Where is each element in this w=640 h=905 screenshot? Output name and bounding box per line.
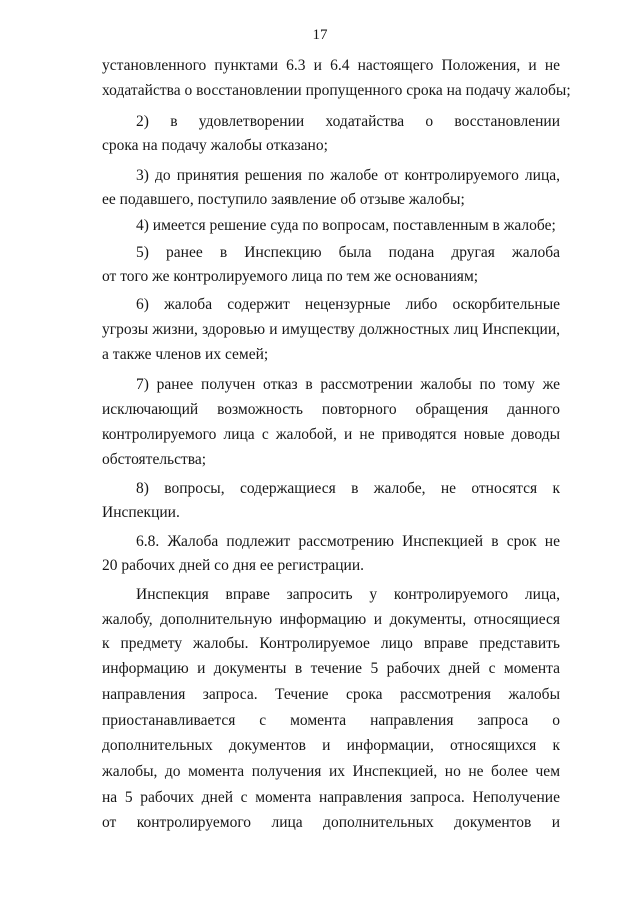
text-line: от того же контролируемого лица по тем же основаниям; (102, 268, 479, 285)
text-line: Инспекции. (102, 504, 180, 521)
text-line: от контролируемого лица дополнительных документов и (102, 814, 560, 831)
text-line: информацию и документы в течение 5 рабочих дней с момента (102, 660, 560, 677)
text-line: контролируемого лица с жалобой, и не приводятся новые доводы (102, 426, 560, 443)
text-line: а также членов их семей; (102, 346, 269, 363)
text-line: 6) жалоба содержит нецензурные либо оскорбительные (136, 296, 560, 313)
text-line: жалобу, дополнительную информацию и документы, относящиеся (102, 611, 560, 628)
text-line: 6.8. Жалоба подлежит рассмотрению Инспекцией в срок не (136, 533, 560, 550)
text-line: обстоятельства; (102, 451, 207, 468)
text-line: установленного пунктами 6.3 и 6.4 настоящего Положения, и не (102, 57, 560, 74)
text-line: 20 рабочих дней со дня ее регистрации. (102, 557, 365, 574)
text-line: направления запроса. Течение срока рассмотрения жалобы (102, 686, 560, 703)
text-line: к предмету жалобы. Контролируемое лицо вправе представить (102, 635, 560, 652)
text-line: угрозы жизни, здоровью и имуществу должностных лиц Инспекции, (102, 321, 560, 338)
text-line: на 5 рабочих дней с момента направления запроса. Неполучение (102, 789, 560, 806)
text-line: 4) имеется решение суда по вопросам, поставленным в жалобе; (136, 217, 556, 234)
text-line: 7) ранее получен отказ в рассмотрении жалобы по тому же (136, 376, 560, 393)
page-number: 17 (312, 27, 328, 43)
text-line: Инспекция вправе запросить у контролируемого лица, (136, 586, 560, 603)
text-line: 5) ранее в Инспекцию была подана другая жалоба (136, 244, 560, 261)
text-line: срока на подачу жалобы отказано; (102, 137, 328, 154)
text-line: приостанавливается с момента направления запроса о (102, 712, 560, 729)
text-line: 2) в удовлетворении ходатайства о восстановлении (136, 113, 560, 130)
text-line: ходатайства о восстановлении пропущенного срока на подачу жалобы; (102, 82, 571, 99)
text-line: дополнительных документов и информации, относящихся к (102, 737, 560, 754)
text-line: исключающий возможность повторного обращения данного (102, 401, 560, 418)
text-line: жалобы, до момента получения их Инспекцией, но не более чем (102, 763, 560, 780)
text-line: ее подавшего, поступило заявление об отзыве жалобы; (102, 191, 465, 208)
text-line: 3) до принятия решения по жалобе от контролируемого лица, (136, 167, 560, 184)
text-line: 8) вопросы, содержащиеся в жалобе, не относятся к (136, 480, 560, 497)
